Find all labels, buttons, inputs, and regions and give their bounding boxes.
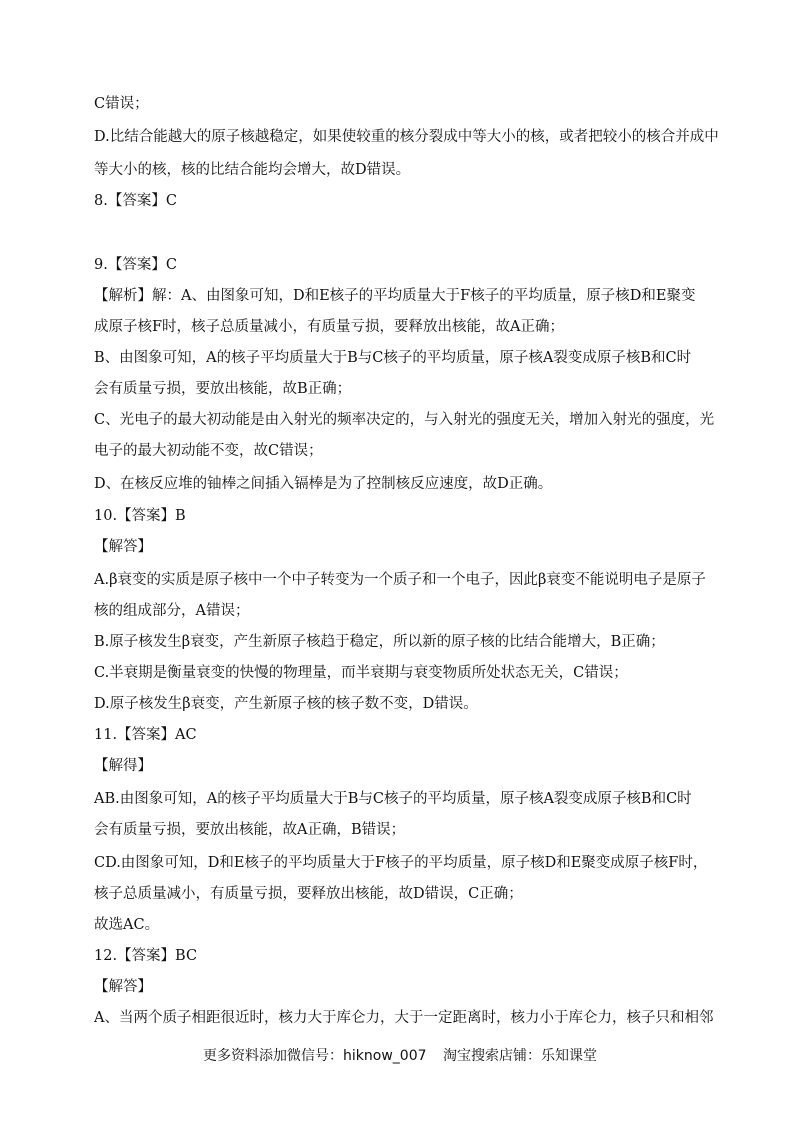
text-line: D、在核反应堆的铀棒之间插入镉棒是为了控制核反应速度，故D正确。 [94, 476, 553, 492]
text-line: D.比结合能越大的原子核越稳定，如果使较重的核分裂成中等大小的核，或者把较小的核合并成中 [94, 129, 719, 145]
answer-heading: 10.【答案】B [94, 508, 186, 524]
text-line: CD.由图象可知，D和E核子的平均质量大于F核子的平均质量，原子核D和E聚变成原子核F时， [94, 855, 708, 871]
footer-wechat: 更多资料添加微信号：hiknow_007 [203, 1048, 427, 1064]
text-line: C、光电子的最大初动能是由入射光的频率决定的，与入射光的强度无关，增加入射光的强度，光 [94, 412, 715, 428]
text-line: 会有质量亏损，要放出核能，故A正确，B错误； [94, 822, 406, 838]
text-line: 【解析】解：A、由图象可知，D和E核子的平均质量大于F核子的平均质量，原子核D和E聚变 [94, 288, 696, 304]
text-line: 电子的最大初动能不变，故C错误； [94, 443, 323, 459]
section-label: 【解答】 [94, 979, 152, 995]
text-line: 会有质量亏损，要放出核能，故B正确； [94, 381, 352, 397]
text-line: 核子总质量减小，有质量亏损，要释放出核能，故D错误，C正确； [94, 886, 523, 902]
section-label: 【解答】 [94, 539, 152, 555]
text-line: 故选AC。 [94, 917, 160, 933]
text-line: D.原子核发生β衰变，产生新原子核的核子数不变，D错误。 [94, 696, 478, 712]
text-line: 成原子核F时，核子总质量减小，有质量亏损，要释放出核能，故A正确； [94, 319, 565, 335]
text-line: B.原子核发生β衰变，产生新原子核趋于稳定，所以新的原子核的比结合能增大，B正确； [94, 634, 665, 650]
text-line: A.β衰变的实质是原子核中一个中子转变为一个质子和一个电子，因此β衰变不能说明电子是原子 [94, 572, 706, 588]
text-line: C.半衰期是衡量衰变的快慢的物理量，而半衰期与衰变物质所处状态无关，C错误； [94, 665, 628, 681]
answer-heading: 9.【答案】C [94, 257, 177, 273]
answer-heading: 12.【答案】BC [94, 948, 198, 964]
answer-heading: 11.【答案】AC [94, 727, 197, 743]
footer-taobao: 淘宝搜索店铺：乐知课堂 [442, 1048, 597, 1064]
text-line: 核的组成部分，A错误； [94, 603, 250, 619]
page-footer [0, 1046, 800, 1066]
section-label: 【解得】 [94, 758, 152, 774]
text-line: A、当两个质子相距很近时，核力大于库仑力，大于一定距离时，核力小于库仑力，核子只和相邻 [94, 1010, 714, 1026]
text-line: 等大小的核，核的比结合能均会增大，故D错误。 [94, 162, 411, 178]
answer-heading: 8.【答案】C [94, 193, 177, 209]
text-line: B、由图象可知，A的核子平均质量大于B与C核子的平均质量，原子核A裂变成原子核B和C时 [94, 350, 692, 366]
text-line: AB.由图象可知，A的核子平均质量大于B与C核子的平均质量，原子核A裂变成原子核B和C时 [94, 791, 692, 807]
text-line: C错误； [94, 96, 149, 112]
